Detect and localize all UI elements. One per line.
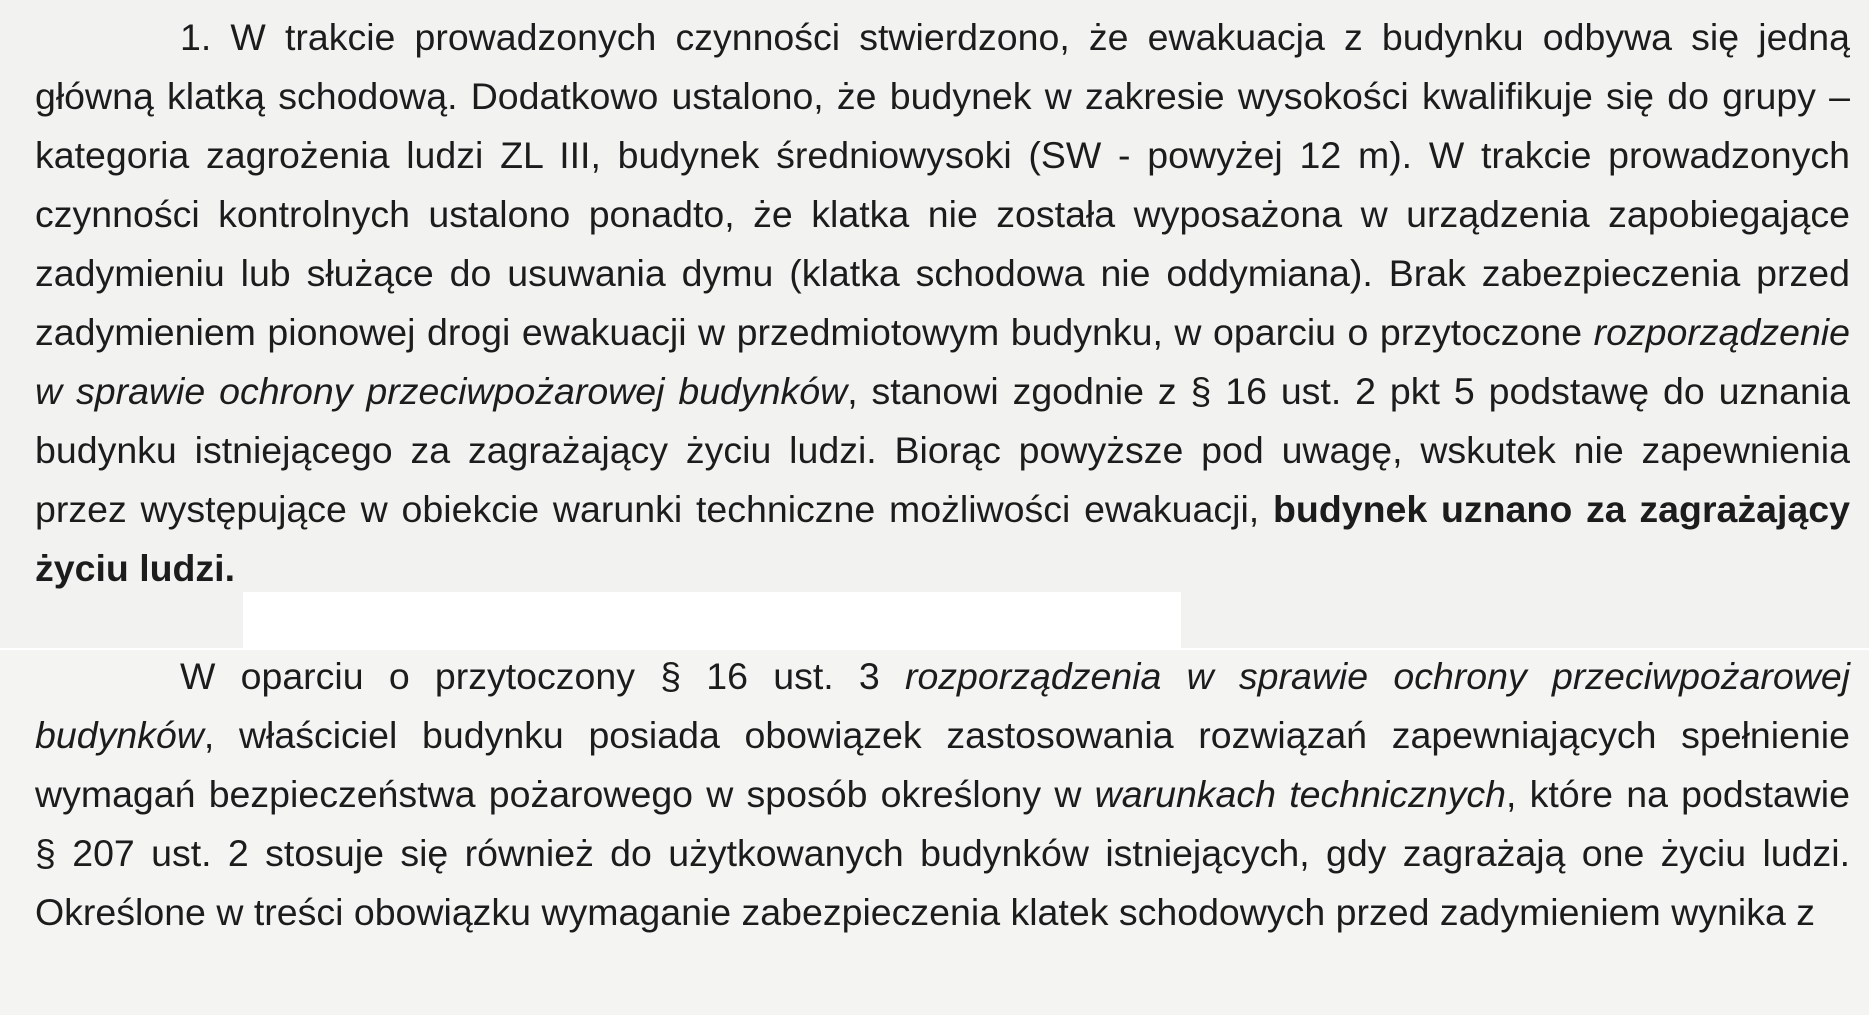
- paragraph-1-part-2: , stanowi zgodnie z § 16 ust. 2 pkt 5 podstawę do uznania budynku istniejącego za zagrażający życiu ludzi. Biorąc powyższe pod uwagę, wskutek nie zapewnienia przez występujące w obiekcie warunki techniczne możliwości ewakuacji,: [35, 370, 1850, 530]
- highlight-background: [243, 592, 1181, 648]
- paragraph-1-text: [35, 8, 1850, 598]
- paragraph-2-part-2: , właściciel budynku posiada obowiązek zastosowania rozwiązań zapewniających spełnienie wymagań bezpieczeństwa pożarowego w sposób określony w: [35, 714, 1850, 815]
- paragraph-2-part-3: , które na podstawie § 207 ust. 2 stosuje się również do użytkowanych budynków istniejących, gdy zagrażają one życiu ludzi. Określone w treści obowiązku wymaganie zabezpieczenia klatek schodowych przed zadymieniem wynika z: [35, 773, 1850, 933]
- paragraph-2-part-1: W oparciu o przytoczony § 16 ust. 3: [180, 655, 905, 697]
- paragraph-1-bold-conclusion: budynek uznano za zagrażający życiu ludzi.: [35, 488, 1850, 589]
- paragraph-1: [35, 8, 1850, 598]
- paragraph-2: [35, 647, 1850, 942]
- paragraph-2-text: [35, 647, 1850, 942]
- paragraph-2-italic-conditions: warunkach technicznych: [1094, 773, 1507, 815]
- paragraph-1-part-1: 1. W trakcie prowadzonych czynności stwierdzono, że ewakuacja z budynku odbywa się jedną główną klatką schodową. Dodatkowo ustalono, że budynek w zakresie wysokości kwalifikuje się do grupy – kategoria zagrożenia ludzi ZL III, budynek średniowysoki (SW - powyżej 12 m). W trakcie prowadzonych czynności kontrolnych ustalono ponadto, że klatka nie została wyposażona w urządzenia zapobiegające zadymieniu lub służące do usuwania dymu (klatka schodowa nie oddymiana). Brak zabezpieczenia przed zadymieniem pionowej drogi ewakuacji w przedmiotowym budynku, w oparciu o przytoczone: [35, 16, 1850, 353]
- paragraph-2-italic-regulation: rozporządzenia w sprawie ochrony przeciwpożarowej budynków: [35, 655, 1851, 756]
- paragraph-1-italic-regulation: rozporządzenie w sprawie ochrony przeciwpożarowej budynków: [35, 311, 1850, 412]
